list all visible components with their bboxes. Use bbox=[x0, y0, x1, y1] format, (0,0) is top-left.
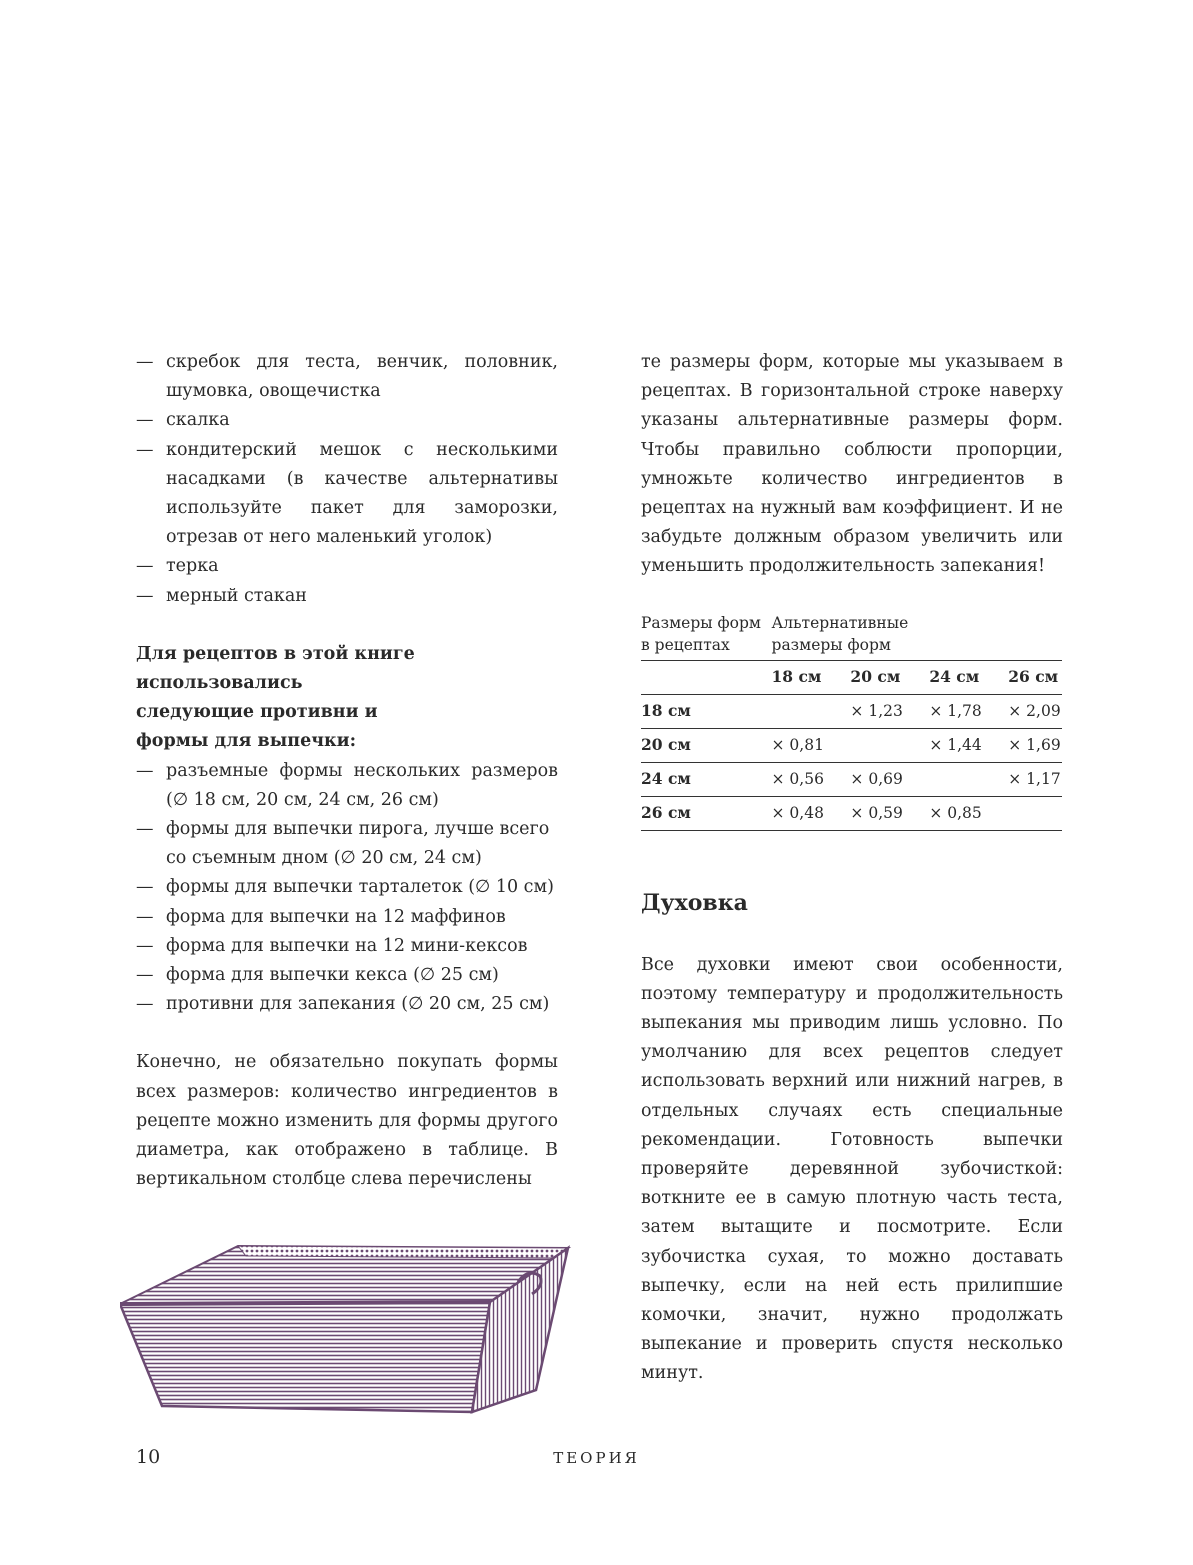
table-row bbox=[641, 694, 1062, 728]
list-item: — формы для выпечки тарталеток (∅ 10 см) bbox=[136, 873, 558, 902]
table-cell: × 0,85 bbox=[929, 796, 1008, 830]
table-cell: × 1,78 bbox=[929, 694, 1008, 728]
table-col-size: 26 см bbox=[1008, 660, 1062, 694]
list-item: — кондитерский мешок с несколькими насадками (в качестве альтернативы используйте пакет для заморозки, отрезав от него маленький уголок) bbox=[136, 436, 558, 553]
list-item: — скалка bbox=[136, 406, 558, 435]
table-header-recipe-sizes: Размеры форм в рецептах bbox=[641, 613, 761, 654]
table-cell: × 0,69 bbox=[850, 762, 929, 796]
running-footer-section: ТЕОРИЯ bbox=[553, 1449, 640, 1467]
table-cell: × 1,69 bbox=[1008, 728, 1062, 762]
oven-heading: Духовка bbox=[641, 889, 748, 916]
pans-heading: Для рецептов в этой книге использовались следующие противни и формы для выпечки: bbox=[136, 643, 415, 752]
table-row bbox=[641, 796, 1062, 830]
size-conversion-table bbox=[641, 612, 1062, 831]
table-cell: × 1,17 bbox=[1008, 762, 1062, 796]
table-cell bbox=[850, 728, 929, 762]
table-cell: × 0,59 bbox=[850, 796, 929, 830]
table-header-alternative-sizes: Альтернативные размеры форм bbox=[771, 613, 909, 654]
list-item: — скребок для теста, венчик, половник, шумовка, овощечистка bbox=[136, 348, 558, 406]
table-intro-paragraph: те размеры форм, которые мы указываем в рецептах. В горизонтальной строке наверху указаны альтернативные размеры форм. Чтобы правильно соблюсти пропорции, умножьте количество ингредиентов в рецептах на нужный вам коэффициент. И не забудьте должным образом увеличить или уменьшить продолжительность запекания! bbox=[641, 352, 1063, 577]
table-row bbox=[641, 762, 1062, 796]
table-cell: × 2,09 bbox=[1008, 694, 1062, 728]
list-item: — форма для выпечки на 12 мини-кексов bbox=[136, 932, 558, 961]
table-cell: × 0,56 bbox=[772, 762, 851, 796]
list-item: — форма для выпечки кекса (∅ 25 см) bbox=[136, 961, 558, 990]
table-cell bbox=[772, 694, 851, 728]
table-row-size: 26 см bbox=[641, 796, 772, 830]
list-item: — терка bbox=[136, 552, 558, 581]
table-cell: × 0,48 bbox=[772, 796, 851, 830]
table-cell: × 1,23 bbox=[850, 694, 929, 728]
table-cell bbox=[1008, 796, 1062, 830]
table-row-size: 20 см bbox=[641, 728, 772, 762]
list-item: — мерный стакан bbox=[136, 582, 558, 611]
list-item: — противни для запекания (∅ 20 см, 25 см) bbox=[136, 990, 558, 1019]
table-col-size: 20 см bbox=[850, 660, 929, 694]
right-column bbox=[641, 348, 1063, 1389]
oven-paragraph: Все духовки имеют свои особенности, поэтому температуру и продолжительность выпекания мы приводим лишь условно. По умолчанию для всех рецептов следует использовать верхний или нижний нагрев, в отдельных случаях есть специальные рекомендации. Готовность выпечки проверяйте деревянной зубочисткой: воткните ее в самую плотную часть теста, затем вытащите и посмотрите. Если зубочистка сухая, то можно доставать выпечку, если на ней есть прилипшие комочки, значит, нужно продолжать выпекание и проверить спустя несколько минут. bbox=[641, 954, 1063, 1384]
sizes-paragraph: Конечно, не обязательно покупать формы всех размеров: количество ингредиентов в рецепте можно изменить для формы другого диаметра, как отображено в таблице. В вертикальном столбце слева перечислены bbox=[136, 1052, 558, 1190]
table-col-size: 18 см bbox=[772, 660, 851, 694]
table-row-size: 24 см bbox=[641, 762, 772, 796]
table-cell: × 0,81 bbox=[772, 728, 851, 762]
list-item: — формы для выпечки пирога, лучше всего со съемным дном (∅ 20 см, 24 см) bbox=[136, 815, 558, 873]
left-column bbox=[136, 348, 558, 1414]
table-col-size: 24 см bbox=[929, 660, 1008, 694]
baking-pan-icon bbox=[120, 1234, 580, 1414]
list-item: — разъемные формы нескольких размеров (∅ 18 см, 20 см, 24 см, 26 см) bbox=[136, 757, 558, 815]
page-number: 10 bbox=[136, 1446, 161, 1468]
table-cell bbox=[929, 762, 1008, 796]
tools-list bbox=[136, 348, 558, 611]
table-row bbox=[641, 728, 1062, 762]
table-cell: × 1,44 bbox=[929, 728, 1008, 762]
list-item: — форма для выпечки на 12 маффинов bbox=[136, 903, 558, 932]
table-row-size: 18 см bbox=[641, 694, 772, 728]
pans-list bbox=[136, 757, 558, 1020]
